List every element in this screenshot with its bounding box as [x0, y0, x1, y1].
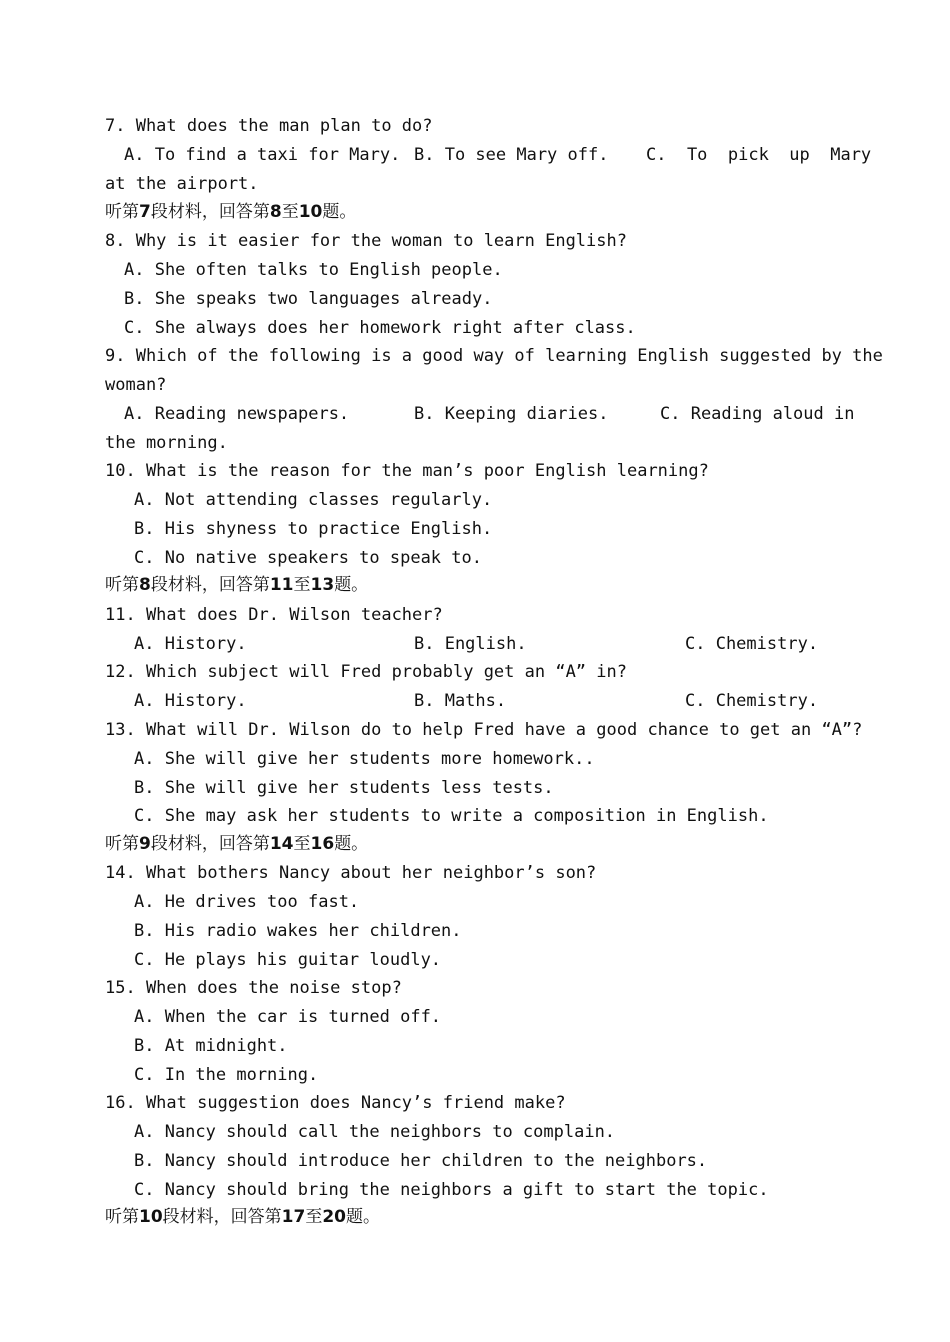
question-8: 8. Why is it easier for the woman to learn English? — [105, 231, 627, 251]
q11-option-a: A. History. — [134, 634, 247, 654]
q11-option-c: C. Chemistry. — [685, 634, 819, 654]
question-9: 9. Which of the following is a good way of learning English suggested by the — [105, 346, 883, 366]
q12-option-c: C. Chemistry. — [685, 691, 819, 711]
question-10: 10. What is the reason for the man’s poor English learning? — [105, 461, 709, 481]
q13-option-a: A. She will give her students more homework.. — [134, 749, 595, 769]
q10-option-a: A. Not attending classes regularly. — [134, 490, 493, 510]
question-15: 15. When does the noise stop? — [105, 978, 402, 998]
q15-option-c: C. In the morning. — [134, 1065, 319, 1085]
q16-option-a: A. Nancy should call the neighbors to complain. — [134, 1122, 616, 1142]
q16-option-b: B. Nancy should introduce her children to the neighbors. — [134, 1151, 708, 1171]
q10-option-c: C. No native speakers to speak to. — [134, 548, 482, 568]
section-heading-8: 听第8段材料，回答第11至13题。 — [105, 575, 369, 595]
q13-option-c: C. She may ask her students to write a composition in English. — [134, 806, 769, 826]
q12-option-a: A. History. — [134, 691, 247, 711]
q8-option-c: C. She always does her homework right after class. — [124, 318, 636, 338]
question-7: 7. What does the man plan to do? — [105, 116, 433, 136]
q8-option-b: B. She speaks two languages already. — [124, 289, 493, 309]
q15-option-a: A. When the car is turned off. — [134, 1007, 442, 1027]
q9-option-b: B. Keeping diaries. — [414, 404, 609, 424]
q14-option-a: A. He drives too fast. — [134, 892, 360, 912]
q7-option-c: C. To pick up Mary — [646, 145, 872, 165]
question-9-continued: woman? — [105, 375, 167, 395]
question-14: 14. What bothers Nancy about her neighbor’s son? — [105, 863, 597, 883]
q12-option-b: B. Maths. — [414, 691, 507, 711]
q15-option-b: B. At midnight. — [134, 1036, 288, 1056]
q14-option-c: C. He plays his guitar loudly. — [134, 950, 442, 970]
question-16: 16. What suggestion does Nancy’s friend make? — [105, 1093, 566, 1113]
section-heading-7: 听第7段材料，回答第8至10题。 — [105, 202, 357, 222]
q7-option-a: A. To find a taxi for Mary. — [124, 145, 401, 165]
question-11: 11. What does Dr. Wilson teacher? — [105, 605, 443, 625]
q10-option-b: B. His shyness to practice English. — [134, 519, 493, 539]
question-12: 12. Which subject will Fred probably get an “A” in? — [105, 662, 627, 682]
q7-option-b: B. To see Mary off. — [414, 145, 609, 165]
q9-option-a: A. Reading newspapers. — [124, 404, 350, 424]
q11-option-b: B. English. — [414, 634, 527, 654]
q13-option-b: B. She will give her students less tests. — [134, 778, 554, 798]
question-13: 13. What will Dr. Wilson do to help Fred have a good chance to get an “A”? — [105, 720, 863, 740]
q9-option-c-continued: the morning. — [105, 433, 228, 453]
section-heading-10: 听第10段材料，回答第17至20题。 — [105, 1207, 381, 1227]
q14-option-b: B. His radio wakes her children. — [134, 921, 462, 941]
q8-option-a: A. She often talks to English people. — [124, 260, 503, 280]
q16-option-c: C. Nancy should bring the neighbors a gift to start the topic. — [134, 1180, 769, 1200]
section-heading-9: 听第9段材料，回答第14至16题。 — [105, 834, 369, 854]
q9-option-c: C. Reading aloud in — [660, 404, 855, 424]
q7-option-c-continued: at the airport. — [105, 174, 259, 194]
